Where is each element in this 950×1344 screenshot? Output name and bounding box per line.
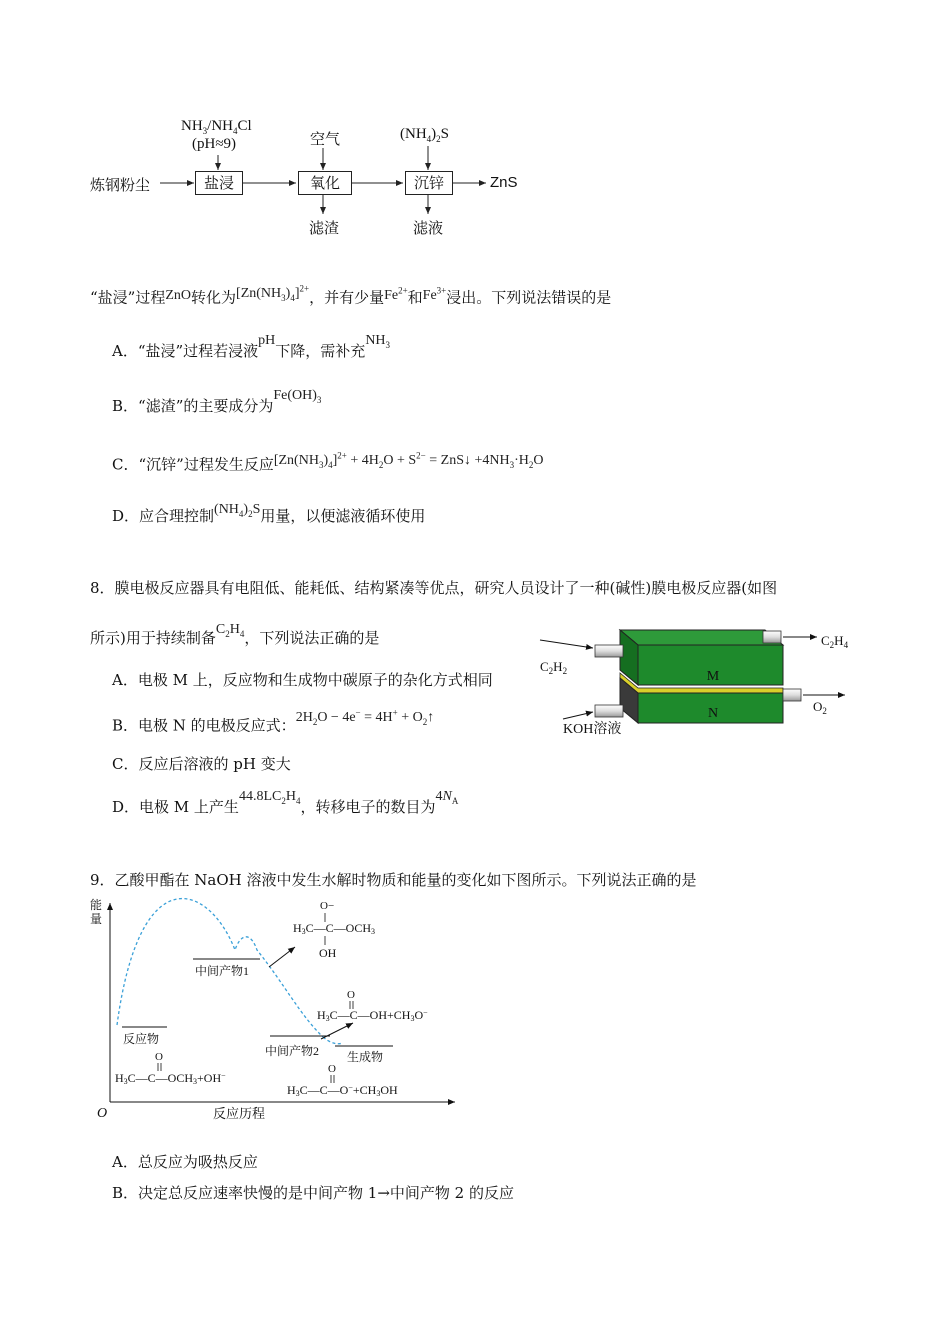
q7-option-c-label: C．“沉锌”过程发生反应 xyxy=(112,455,274,474)
q8-stem2-c2h4: $C_2H_4$ xyxy=(215,622,245,639)
c2h4-label: $C_2H_4$ xyxy=(821,633,849,650)
intermediate1-label: 中间产物1 xyxy=(195,964,250,978)
flow-box-oxidation: 氧化 xyxy=(298,171,352,195)
reagent2-label: 空气 xyxy=(310,130,341,148)
reactant-label: 反应物 xyxy=(123,1032,160,1046)
energy-profile-diagram xyxy=(85,895,465,1125)
q7-option-d xyxy=(112,502,426,532)
flow-arrows xyxy=(0,0,950,260)
int2-carbonyl-o: O xyxy=(347,989,355,1001)
q7-option-b-label: B．“滤渣”的主要成分为 xyxy=(112,397,274,415)
reagent1-label: $NH_3/NH_4Cl$ xyxy=(181,118,252,136)
reactant-carbonyl-o: O xyxy=(155,1051,163,1063)
o2-outlet-pipe xyxy=(783,689,801,701)
q7-zno: ZnO xyxy=(165,287,192,303)
q8-option-d-mid: ，转移电子的数目为 xyxy=(300,798,436,816)
c2h2-label: $C_2H_2$ xyxy=(540,659,568,676)
q9-stem: 9．乙酸甲酯在 NaOH 溶液中发生水解时物质和能量的变化如下图所示。下列说法正确的是 xyxy=(90,871,697,889)
q7-fe3: $Fe^{3+}$ xyxy=(422,285,447,303)
product-formula: H3C—C—O−+CH3OH xyxy=(287,1083,398,1098)
y-axis-label-line1: 能 xyxy=(90,898,103,912)
q7-option-c-equation: $[Zn(NH_3)_4]^{2+} + 4H_2O + S^{2-}$ = ZnS↓ $+4NH_3\cdot H_2O$ xyxy=(273,450,544,470)
x-axis-label: 反应历程 xyxy=(213,1106,266,1121)
q7-option-d-label: D．应合理控制 xyxy=(112,507,215,525)
q7-option-b-feoh3: $Fe(OH)_3$ xyxy=(273,388,322,405)
membrane-reactor-figure xyxy=(535,615,865,745)
int2-formula: H3C—C—OH+CH3O− xyxy=(317,1008,428,1023)
energy-curve-tail xyxy=(323,1037,343,1044)
koh-inlet-pipe xyxy=(595,705,623,717)
flow-box-leaching: 盐浸 xyxy=(195,171,243,195)
o2-label: $O_2$ xyxy=(813,699,827,716)
q8-stem2-a: 所示)用于持续制备 xyxy=(90,629,216,647)
electrode-m-top xyxy=(620,630,783,645)
q8-option-b-label: B．电极 N 的电极反应式： xyxy=(112,716,296,735)
q8-option-a: A．电极 M 上，反应物和生成物中碳原子的杂化方式相同 xyxy=(112,671,493,689)
flow-box-zinc-precipitation: 沉锌 xyxy=(405,171,453,195)
q7-option-a-ph: pH xyxy=(258,333,276,348)
q7-option-c xyxy=(112,451,544,480)
q8-option-d xyxy=(112,789,459,823)
q7-stem-part-d: 和 xyxy=(407,288,423,307)
electrode-m-label: M xyxy=(706,669,720,684)
int1-formula: H3C—C—OCH3 xyxy=(293,921,376,936)
origin-label: O xyxy=(97,1106,108,1121)
q9-option-a: A．总反应为吸热反应 xyxy=(112,1153,258,1171)
intermediate2-pointer xyxy=(321,1023,353,1039)
q7-option-a-mid: 下降，需补充 xyxy=(275,342,366,360)
q7-stem-part-b: 转化为 xyxy=(191,288,237,307)
q8-option-c: C．反应后溶液的 pH 变大 xyxy=(112,755,291,773)
electrode-n-label: N xyxy=(707,706,719,721)
q8-stem-line1: 8．膜电极反应器具有电阻低、能耗低、结构紧凑等优点，研究人员设计了一种(碱性)膜电极反应器(如图 xyxy=(90,579,778,597)
flow-input-label: 炼钢粉尘 xyxy=(90,176,151,194)
q7-option-d-nh42s: $(NH_4)_2S$ xyxy=(214,502,261,519)
q9-option-b: B．决定总反应速率快慢的是中间产物 1→中间产物 2 的反应 xyxy=(112,1184,514,1202)
q7-option-d-tail: 用量，以便滤液循环使用 xyxy=(260,507,426,525)
q7-stem-part-c: ，并有少量 xyxy=(309,288,385,307)
q7-option-b xyxy=(112,388,322,422)
filtrate-label: 滤液 xyxy=(413,219,444,237)
q8-stem2-b: ，下列说法正确的是 xyxy=(244,629,380,647)
waste-residue-label: 滤渣 xyxy=(309,219,340,237)
intermediate2-label: 中间产物2 xyxy=(265,1044,320,1058)
q7-option-a-nh3: $NH_3$ xyxy=(365,333,391,350)
int1-formula-top: O− xyxy=(320,900,335,912)
q8-option-d-label: D．电极 M 上产生 xyxy=(112,798,239,816)
reactant-formula: H3C—C—OCH3+OH− xyxy=(115,1071,226,1086)
q8-stem-line2 xyxy=(90,622,380,654)
reagent3-label: $(NH_4)_2S$ xyxy=(400,126,450,144)
product-label: 生成物 xyxy=(347,1050,384,1064)
koh-label: KOH溶液 xyxy=(563,722,622,737)
c2h2-inlet-pipe xyxy=(595,645,623,657)
intermediate1-pointer xyxy=(269,947,295,967)
q7-option-a-label: A．“盐浸”过程若浸液 xyxy=(112,342,259,360)
q7-stem-part-e: 浸出。下列说法错误的是 xyxy=(446,288,612,307)
q7-fe2: $Fe^{2+}$ xyxy=(384,285,408,303)
q8-option-b-equation: $2H_2O - 4e^- = 4H^+$ + $O_2↑$ xyxy=(295,707,435,727)
q7-stem xyxy=(90,284,611,313)
product-carbonyl-o: O xyxy=(328,1063,336,1075)
flow-output-label: ZnS xyxy=(490,174,518,191)
y-axis-label-line2: 量 xyxy=(90,912,103,926)
q8-option-d-na: $4N_A$ xyxy=(435,789,459,806)
q8-option-d-volume: $44.8LC_2H_4$ xyxy=(238,789,301,806)
q7-complex: $[Zn(NH_3)_4]^{2+}$ xyxy=(236,283,310,303)
q7-stem-part-a: “盐浸”过程 xyxy=(90,288,166,307)
int1-formula-bottom: OH xyxy=(319,946,337,960)
q7-option-a xyxy=(112,333,391,367)
q8-option-b xyxy=(112,707,435,741)
reagent1-ph-label: (pH≈9) xyxy=(192,136,237,152)
c2h4-outlet-pipe xyxy=(763,631,781,643)
